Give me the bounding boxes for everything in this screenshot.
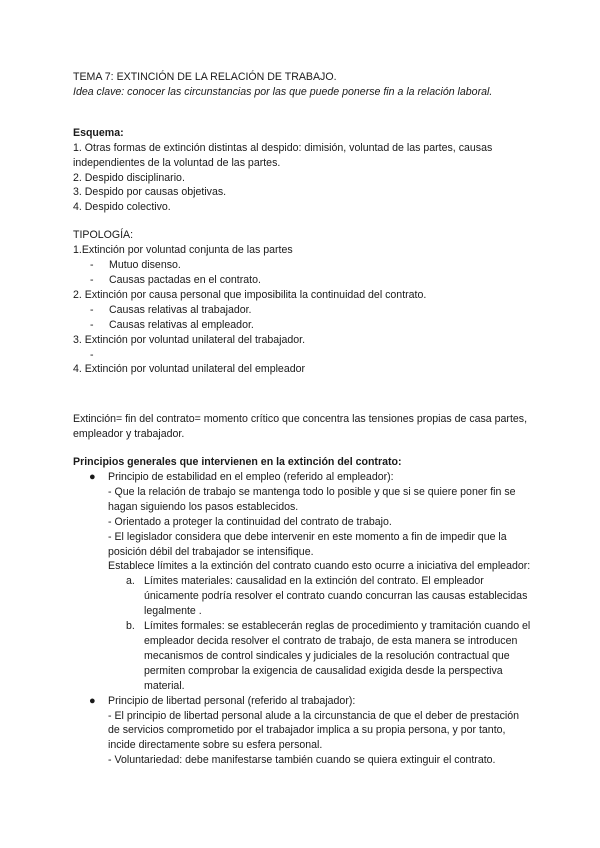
tipologia-group-label: 1.Extinción por voluntad conjunta de las partes xyxy=(73,244,293,257)
definicion-extincion: Extinción= fin del contrato= momento crítico que concentra las tensiones propias de casa partes, empleador y trabajador. xyxy=(73,413,528,441)
principio-estabilidad xyxy=(73,470,533,485)
tipologia-dash-item xyxy=(73,303,533,318)
document-body xyxy=(73,70,533,768)
principio-title: Principio de libertad personal (referido al trabajador): xyxy=(108,694,356,707)
dash-icon: - xyxy=(90,259,94,272)
dash-icon: - xyxy=(90,318,94,331)
tipologia-dash-item xyxy=(73,348,533,363)
principio-line: - Orientado a proteger la continuidad del contrato de trabajo. xyxy=(108,515,392,528)
tipologia-group-label: 3. Extinción por voluntad unilateral del trabajador. xyxy=(73,333,306,346)
document-title: TEMA 7: EXTINCIÓN DE LA RELACIÓN DE TRABAJO. xyxy=(73,71,337,83)
dash-icon: - xyxy=(90,348,94,361)
tipologia-dash-item xyxy=(73,273,533,288)
dash-item-text: Causas relativas al empleador. xyxy=(109,318,254,331)
idea-clave: Idea clave: conocer las circunstancias por las que puede ponerse fin a la relación laboral. xyxy=(73,85,493,98)
tipologia-group-label: 4. Extinción por voluntad unilateral del empleador xyxy=(73,363,306,376)
principio-title: Principio de estabilidad en el empleo (referido al empleador): xyxy=(108,471,394,484)
principio-line: - El principio de libertad personal alude a la circunstancia de que el deber de prestación de servicios comprometido por el trabajador implica a su propia persona, y por tanto, incide directamente sobre su esfera personal. xyxy=(108,709,520,752)
principio-line: Establece límites a la extinción del contrato cuando esto ocurre a iniciativa del empleador: xyxy=(108,560,531,573)
esquema-item: 2. Despido disciplinario. xyxy=(73,171,185,184)
principio-line: - Que la relación de trabajo se mantenga todo lo posible y que si se quiere poner fin se hagan siguiendo los pasos establecidos. xyxy=(108,485,516,513)
limite-letter: b. xyxy=(126,620,135,633)
limite-item xyxy=(73,619,533,694)
principio-line: - El legislador considera que debe intervenir en este momento a fin de impedir que la posición débil del trabajador se intensifique. xyxy=(108,530,507,558)
esquema-item: 3. Despido por causas objetivas. xyxy=(73,186,227,199)
esquema-heading: Esquema: xyxy=(73,126,124,139)
limite-letter: a. xyxy=(126,575,135,588)
esquema-item: 1. Otras formas de extinción distintas al despido: dimisión, voluntad de las partes, causas independientes de la voluntad de las partes. xyxy=(73,141,493,169)
principio-libertad xyxy=(73,694,533,709)
dash-item-text: Causas relativas al trabajador. xyxy=(109,303,252,316)
limite-text: Límites materiales: causalidad en la extinción del contrato. El empleador únicamente podría resolver el contrato cuando concurran las causas establecidas legalmente . xyxy=(144,575,528,618)
tipologia-heading: TIPOLOGÍA: xyxy=(73,229,134,242)
principios-heading: Principios generales que intervienen en la extinción del contrato: xyxy=(73,456,402,469)
tipologia-dash-item xyxy=(73,318,533,333)
dash-icon: - xyxy=(90,273,94,286)
esquema-item: 4. Despido colectivo. xyxy=(73,201,171,214)
tipologia-dash-item xyxy=(73,258,533,273)
dash-item-text: Causas pactadas en el contrato. xyxy=(109,273,261,286)
bullet-icon: ● xyxy=(89,471,96,484)
dash-item-text: Mutuo disenso. xyxy=(109,259,181,272)
limite-text: Límites formales: se establecerán reglas de procedimiento y tramitación cuando el empleador decida resolver el contrato de trabajo, de esta manera se introducen mecanismos de control sindicales y judiciales de la resolución contractual que permiten comprobar la exigencia de causalidad exigida desde la perspectiva material. xyxy=(144,620,531,692)
limite-item xyxy=(73,574,533,619)
bullet-icon: ● xyxy=(89,694,96,707)
tipologia-group-label: 2. Extinción por causa personal que imposibilita la continuidad del contrato. xyxy=(73,288,427,301)
dash-icon: - xyxy=(90,303,94,316)
principio-line: - Voluntariedad: debe manifestarse también cuando se quiera extinguir el contrato. xyxy=(108,754,496,767)
